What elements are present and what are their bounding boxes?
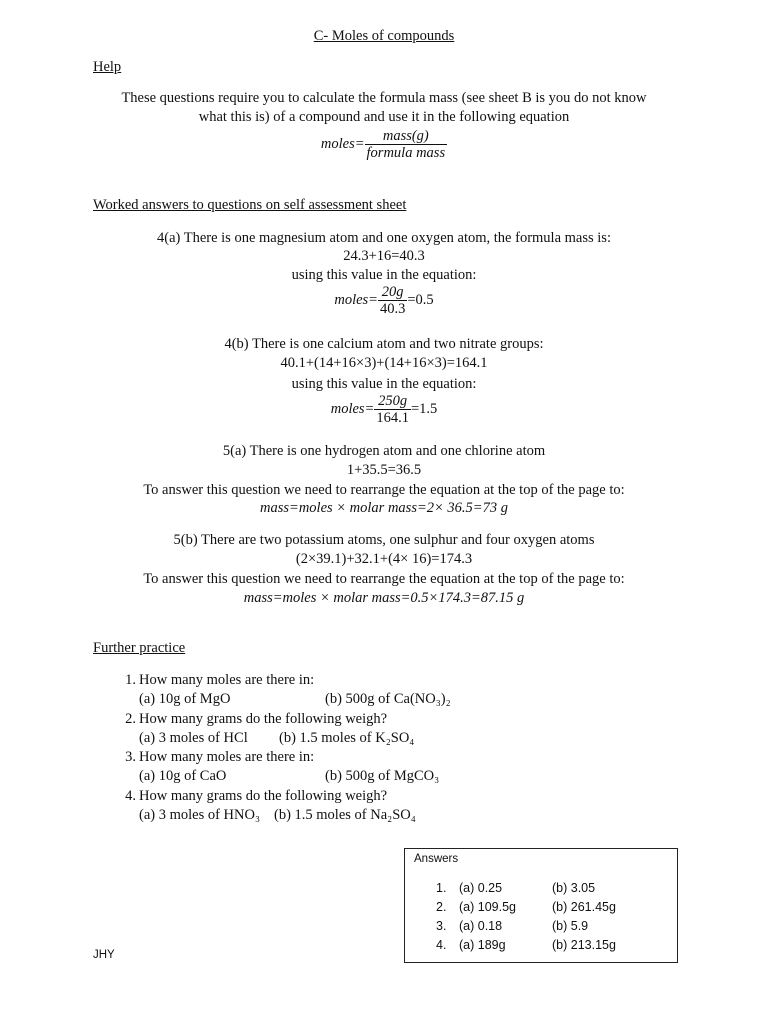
equation-numerator: mass(g) bbox=[365, 128, 448, 145]
answer-row bbox=[405, 919, 677, 938]
answer-b: (b) 261.45g bbox=[552, 900, 616, 914]
page-title: C- Moles of compounds bbox=[313, 28, 455, 44]
answer-a: (a) 0.18 bbox=[459, 919, 503, 933]
q5a-line4: mass=moles × molar mass=2× 36.5=73 g bbox=[260, 500, 508, 516]
q4a-line1: 4(a) There is one magnesium atom and one oxygen atom, the formula mass is: bbox=[157, 230, 611, 246]
q4b-eq-denominator: 164.1 bbox=[376, 410, 409, 426]
q4b-eq-lhs: moles= bbox=[330, 401, 375, 417]
q4a-eq-fraction bbox=[378, 284, 407, 317]
q5b-line4: mass=moles × molar mass=0.5×174.3=87.15 g bbox=[243, 590, 525, 606]
practice-number: 2. bbox=[125, 711, 136, 727]
answer-row bbox=[405, 938, 677, 957]
q5a-line3: To answer this question we need to rearrange the equation at the top of the page to: bbox=[143, 482, 625, 498]
q5a-line1: 5(a) There is one hydrogen atom and one chlorine atom bbox=[222, 443, 546, 459]
q4b-line2: 40.1+(14+16×3)+(14+16×3)=164.1 bbox=[280, 355, 488, 371]
answer-row bbox=[405, 881, 677, 900]
practice-part-a: (a) 3 moles of HCl bbox=[139, 730, 248, 746]
practice-part-b: (b) 1.5 moles of K₂SO₄ bbox=[279, 730, 415, 746]
help-text-line1: These questions require you to calculate the formula mass (see sheet B is you do not know bbox=[121, 90, 647, 106]
answer-a: (a) 109.5g bbox=[459, 900, 516, 914]
answer-b: (b) 213.15g bbox=[552, 938, 616, 952]
help-text-line2: what this is) of a compound and use it in the following equation bbox=[198, 109, 570, 125]
q4a-line2: 24.3+16=40.3 bbox=[343, 248, 425, 264]
answer-b: (b) 5.9 bbox=[552, 919, 589, 933]
practice-number: 3. bbox=[125, 749, 136, 765]
practice-question: How many grams do the following weigh? bbox=[139, 711, 388, 727]
practice-question: How many moles are there in: bbox=[139, 749, 315, 765]
q4b-line1: 4(b) There is one calcium atom and two nitrate groups: bbox=[224, 336, 544, 352]
practice-part-b: (b) 500g of Ca(NO₃)₂ bbox=[325, 691, 451, 707]
equation-fraction bbox=[365, 128, 448, 161]
q5b-line1: 5(b) There are two potassium atoms, one sulphur and four oxygen atoms bbox=[173, 532, 595, 548]
practice-part-a: (a) 10g of CaO bbox=[139, 768, 227, 784]
answer-a: (a) 0.25 bbox=[459, 881, 503, 895]
q4b-equation bbox=[0, 393, 768, 426]
q4a-line3: using this value in the equation: bbox=[291, 267, 477, 283]
practice-question: How many moles are there in: bbox=[139, 672, 315, 688]
answer-b: (b) 3.05 bbox=[552, 881, 596, 895]
footer-initials: JHY bbox=[93, 949, 115, 961]
answer-a: (a) 189g bbox=[459, 938, 506, 952]
practice-part-a: (a) 3 moles of HNO₃ bbox=[139, 807, 261, 823]
practice-heading: Further practice bbox=[93, 640, 186, 656]
answer-number: 3. bbox=[436, 919, 447, 933]
answer-number: 1. bbox=[436, 881, 447, 895]
q4b-eq-fraction bbox=[374, 393, 411, 426]
practice-question: How many grams do the following weigh? bbox=[139, 788, 388, 804]
practice-part-b: (b) 1.5 moles of Na₂SO₄ bbox=[274, 807, 416, 823]
answer-number: 4. bbox=[436, 938, 447, 952]
help-heading: Help bbox=[93, 59, 122, 75]
q4a-equation bbox=[0, 284, 768, 317]
moles-equation bbox=[0, 128, 768, 161]
equation-denominator: formula mass bbox=[366, 145, 446, 161]
q4b-line3: using this value in the equation: bbox=[291, 376, 477, 392]
practice-part-b: (b) 500g of MgCO₃ bbox=[325, 768, 440, 784]
q5b-line2: (2×39.1)+32.1+(4× 16)=174.3 bbox=[295, 551, 473, 567]
answers-title: Answers bbox=[414, 853, 459, 865]
worked-heading: Worked answers to questions on self assessment sheet bbox=[93, 197, 407, 213]
q4a-eq-numerator: 20g bbox=[378, 284, 407, 301]
q4a-eq-denominator: 40.3 bbox=[379, 301, 406, 317]
q4b-eq-numerator: 250g bbox=[374, 393, 411, 410]
equation-lhs: moles= bbox=[320, 136, 365, 152]
q4a-eq-rhs: =0.5 bbox=[407, 292, 434, 308]
answer-number: 2. bbox=[436, 900, 447, 914]
q4b-eq-rhs: =1.5 bbox=[410, 401, 438, 417]
q5b-line3: To answer this question we need to rearrange the equation at the top of the page to: bbox=[143, 571, 625, 587]
q5a-line2: 1+35.5=36.5 bbox=[346, 462, 422, 478]
practice-part-a: (a) 10g of MgO bbox=[139, 691, 231, 707]
answer-row bbox=[405, 900, 677, 919]
answers-box bbox=[404, 848, 678, 963]
q4a-eq-lhs: moles= bbox=[334, 292, 378, 308]
practice-number: 1. bbox=[125, 672, 136, 688]
practice-number: 4. bbox=[125, 788, 136, 804]
